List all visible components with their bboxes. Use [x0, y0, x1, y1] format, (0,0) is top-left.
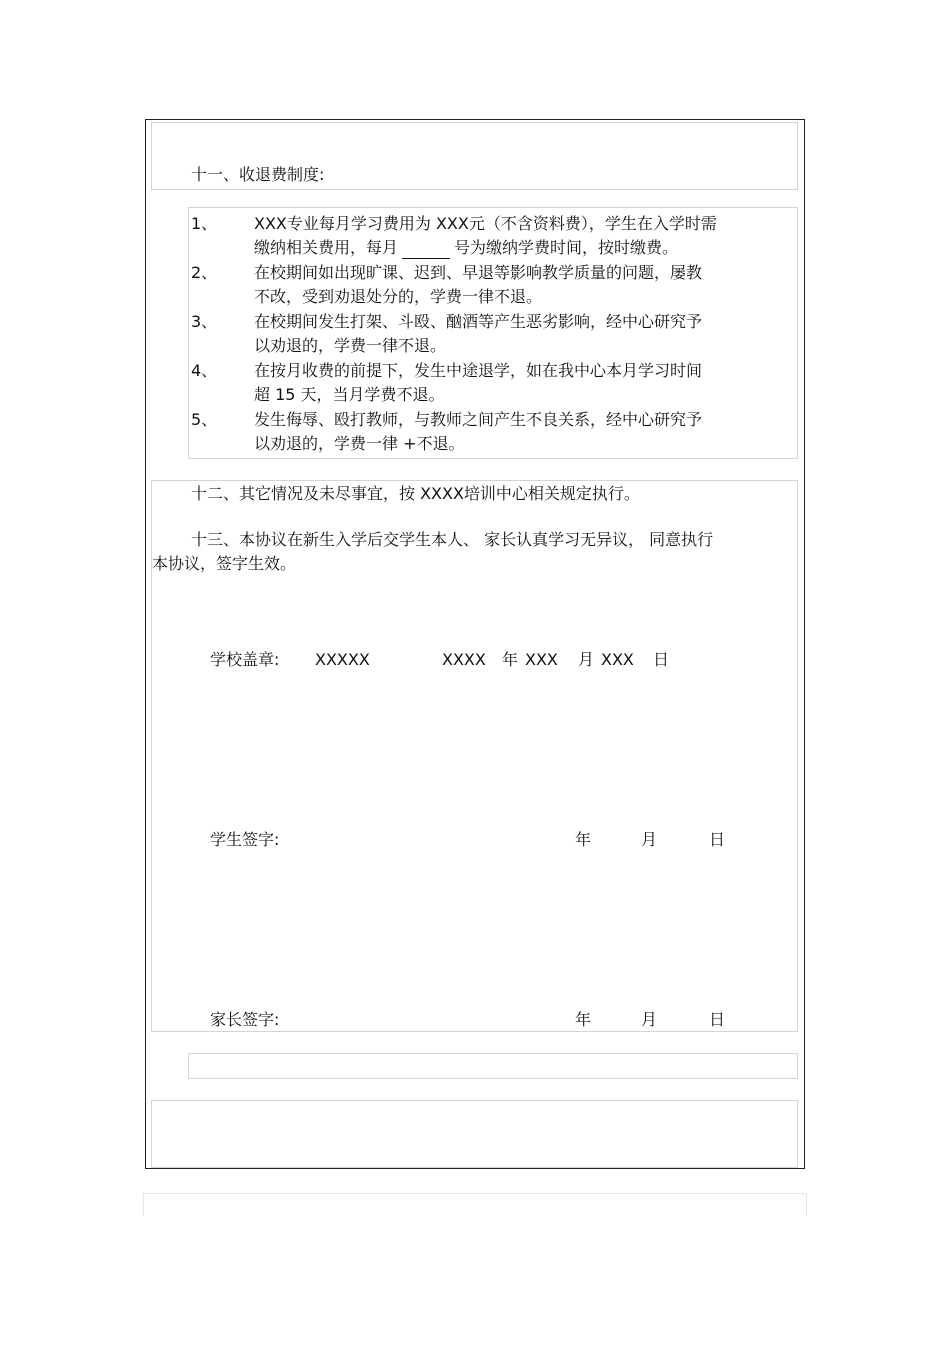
- school-seal-label: 学校盖章:: [210, 650, 280, 669]
- item-text-line2-start: 缴纳相关费用，每月: [254, 238, 399, 257]
- parent-month-label: 月: [641, 1010, 658, 1029]
- item-text-line1: 在按月收费的前提下，发生中途退学，如在我中心本月学习时间: [254, 361, 703, 380]
- student-year-label: 年: [575, 830, 592, 849]
- next-page-fragment: [143, 1193, 807, 1216]
- section-13-line2: 本协议，签字生效。: [152, 554, 297, 573]
- item-number: 1、: [191, 214, 218, 233]
- item-text-line2: 不改，受到劝退处分的，学费一律不退。: [254, 287, 543, 306]
- fill-blank: [402, 240, 450, 259]
- item-text-line2: 以劝退的，学费一律 +不退。: [254, 434, 465, 453]
- student-month-label: 月: [641, 830, 658, 849]
- item-text-line1: 在校期间发生打架、斗殴、酗酒等产生恶劣影响，经中心研究予: [254, 312, 703, 331]
- seal-year-value: XXXX: [442, 650, 486, 669]
- empty-box-large: [151, 1100, 798, 1168]
- section-11-heading: 十一、收退费制度:: [191, 165, 325, 184]
- item-text-line1: 发生侮辱、殴打教师，与教师之间产生不良关系，经中心研究予: [254, 410, 703, 429]
- student-signature-label: 学生签字:: [210, 830, 280, 849]
- school-name: XXXXX: [315, 650, 370, 669]
- seal-day-value: XXX: [601, 650, 634, 669]
- item-number: 3、: [191, 312, 218, 331]
- parent-day-label: 日: [709, 1010, 726, 1029]
- parent-year-label: 年: [575, 1010, 592, 1029]
- seal-month-label: 月: [578, 650, 595, 669]
- item-number: 5、: [191, 410, 218, 429]
- seal-year-label: 年: [502, 650, 519, 669]
- seal-month-value: XXX: [525, 650, 558, 669]
- item-text-line2: 超 15 天，当月学费不退。: [254, 385, 445, 404]
- item-number: 4、: [191, 361, 218, 380]
- section-13-line1: 十三、本协议在新生入学后交学生本人、 家长认真学习无异议， 同意执行: [191, 530, 714, 549]
- item-text-line1: 在校期间如出现旷课、迟到、早退等影响教学质量的问题，屡教: [254, 263, 703, 282]
- parent-signature-label: 家长签字:: [210, 1010, 280, 1029]
- item-number: 2、: [191, 263, 218, 282]
- item-text-line1: XXX专业每月学习费用为 XXX元（不含资料费），学生在入学时需: [254, 214, 717, 233]
- item-text-line2-end: 号为缴纳学费时间，按时缴费。: [454, 238, 679, 257]
- item-text-line2: [254, 237, 678, 259]
- item-text-line2: 以劝退的，学费一律不退。: [254, 336, 447, 355]
- section-12-text: 十二、其它情况及未尽事宜，按 XXXX培训中心相关规定执行。: [191, 484, 640, 503]
- empty-box-small: [188, 1053, 798, 1079]
- seal-day-label: 日: [653, 650, 670, 669]
- student-day-label: 日: [709, 830, 726, 849]
